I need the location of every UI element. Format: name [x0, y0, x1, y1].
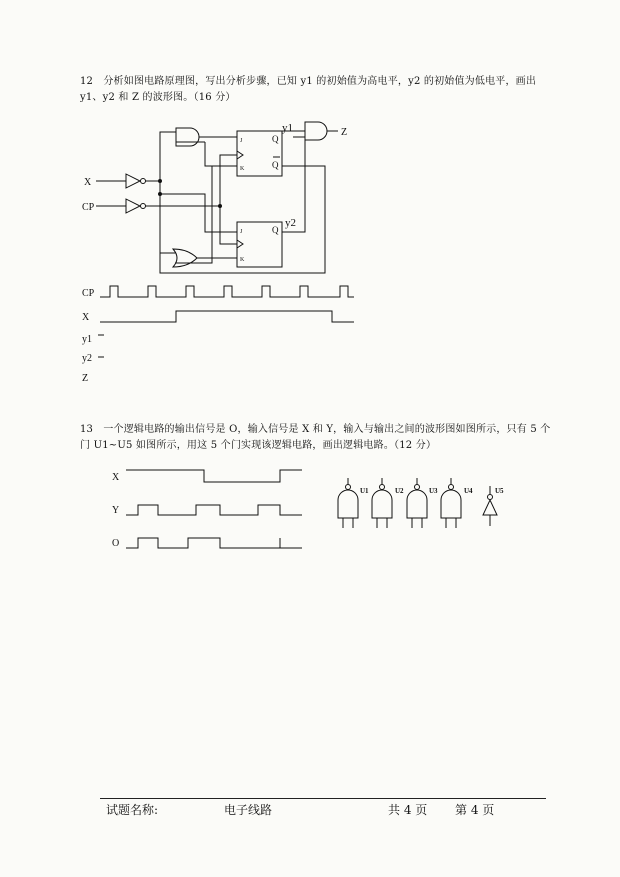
ff1-k: K	[240, 166, 245, 172]
label-x: X	[84, 177, 92, 188]
q13-wave-label-y: Y	[112, 505, 120, 516]
q13-wave-o	[126, 538, 302, 548]
gate-label-u4: U4	[464, 487, 473, 495]
ff1-q: Q	[272, 134, 279, 144]
ff2-k: K	[240, 257, 245, 263]
wave-cp	[100, 286, 354, 297]
q13-wave-label-x: X	[112, 472, 120, 483]
footer-current-page: 第 4 页	[455, 803, 495, 817]
wave-label-x: X	[82, 312, 90, 323]
nand-gate-u1	[338, 478, 358, 528]
label-y1: y1	[282, 122, 293, 134]
ff2-q: Q	[272, 225, 279, 235]
q13-wave-label-o: O	[112, 538, 120, 549]
label-y2: y2	[285, 217, 296, 229]
gate-label-u1: U1	[360, 487, 369, 495]
ff2-j: J	[240, 229, 243, 235]
wave-label-z: Z	[82, 373, 89, 384]
wave-label-cp: CP	[82, 288, 95, 299]
gate-label-u5: U5	[495, 487, 504, 495]
or-gate	[173, 249, 197, 267]
footer-subject: 电子线路	[224, 803, 273, 817]
nand-gate-u4	[441, 478, 461, 528]
and-gate-z	[305, 122, 327, 140]
wave-label-y2: y2	[82, 353, 92, 364]
label-z: Z	[341, 127, 348, 138]
question-13-text: 13 一个逻辑电路的输出信号是 O，输入信号是 X 和 Y，输入与输出之间的波形图如图所示，只有 5 个门 U1~U5 如图所示，用这 5 个门实现该逻辑电路，画出逻辑电路。（12 分）	[80, 424, 551, 451]
wave-x	[100, 311, 354, 322]
and-gate-1	[176, 128, 199, 146]
nand-gate-u2	[372, 478, 392, 528]
not-gate-x	[126, 174, 140, 188]
q13-wave-x	[126, 470, 302, 482]
ff1-j: J	[240, 138, 243, 144]
question-12-text: 12 分析如图电路原理图，写出分析步骤，已知 y1 的初始值为高电平，y2 的初始值为低电平，画出 y1、y2 和 Z 的波形图。（16 分）	[80, 76, 537, 103]
not-gate-cp	[126, 199, 140, 213]
q13-wave-y	[126, 505, 302, 515]
page-footer	[100, 798, 546, 819]
label-cp: CP	[82, 202, 95, 213]
footer-total-pages: 共 4 页	[388, 803, 428, 817]
wave-label-y1: y1	[82, 334, 92, 345]
footer-label: 试题名称:	[106, 803, 159, 817]
nand-gate-u3	[407, 478, 427, 528]
gate-label-u2: U2	[395, 487, 404, 495]
gate-set	[338, 478, 497, 528]
ff1-qbar: Q	[272, 160, 279, 170]
gate-label-u3: U3	[429, 487, 438, 495]
